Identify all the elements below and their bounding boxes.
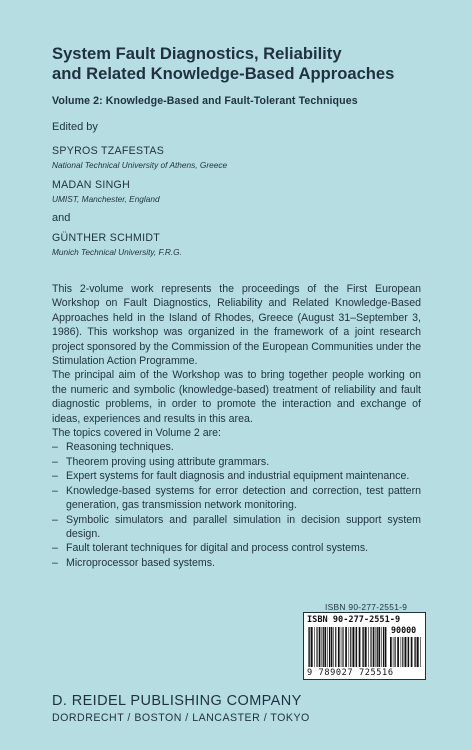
- list-item: – Knowledge-based systems for error detection and correction, test pattern generation, gas transmission network monitoring.: [52, 484, 421, 512]
- topics-list: [52, 440, 421, 570]
- topics-intro: The topics covered in Volume 2 are:: [52, 427, 222, 440]
- editor-affiliation-1: National Technical University of Athens, Greece: [52, 160, 228, 170]
- list-item: – Symbolic simulators and parallel simulation in decision support system design.: [52, 513, 421, 540]
- editor-name-3: GÜNTHER SCHMIDT: [52, 232, 161, 244]
- list-item: – Theorem proving using attribute grammars.: [52, 455, 270, 468]
- and-label: and: [52, 212, 71, 224]
- title-line-1: System Fault Diagnostics, Reliability: [52, 44, 342, 63]
- editor-name-1: SPYROS TZAFESTAS: [52, 145, 165, 157]
- description-paragraph-1: This 2-volume work represents the proceedings of the First European Workshop on Fault Diagnostics, Reliability and Related Knowledge-Based Approaches held in the Island of Rhodes, Greece (August 31–September 3, 1986). This workshop was organized in the framework of a joint research project sponsored by the Commission of the European Communities under the Stimulation Action Programme.: [52, 283, 421, 368]
- editor-name-2: MADAN SINGH: [52, 179, 131, 191]
- barcode-addon-bars-icon: [390, 637, 422, 667]
- barcode-isbn-text: ISBN 90-277-2551-9: [307, 615, 401, 625]
- description-paragraph-2: The principal aim of the Workshop was to bring together people working on the numeric and symbolic (knowledge-based) treatment of reliability and fault diagnostic problems, in order to promote the interaction and exchange of ideas, experiences and results in this area.: [52, 369, 421, 425]
- volume-subtitle: Volume 2: Knowledge-Based and Fault-Tolerant Techniques: [52, 95, 358, 107]
- isbn-label: ISBN 90-277-2551-9: [325, 602, 408, 612]
- edited-by-label: Edited by: [52, 121, 98, 133]
- editor-affiliation-2: UMIST, Manchester, England: [52, 194, 160, 204]
- list-item: – Fault tolerant techniques for digital and process control systems.: [52, 542, 369, 555]
- barcode-addon-number: 90000: [391, 625, 417, 635]
- book-title: [52, 44, 452, 84]
- editor-affiliation-3: Munich Technical University, F.R.G.: [52, 247, 182, 257]
- barcode: [303, 612, 426, 680]
- description: [52, 282, 421, 570]
- list-item: – Reasoning techniques.: [52, 441, 174, 454]
- barcode-bars-icon: [308, 627, 387, 667]
- list-item: – Expert systems for fault diagnosis and industrial equipment maintenance.: [52, 470, 410, 483]
- publisher-cities: DORDRECHT / BOSTON / LANCASTER / TOKYO: [52, 712, 310, 724]
- publisher-name: D. REIDEL PUBLISHING COMPANY: [52, 693, 302, 709]
- list-item: – Microprocessor based systems.: [52, 556, 215, 569]
- barcode-digits: 9 789027 725516: [307, 668, 394, 678]
- title-line-2: and Related Knowledge-Based Approaches: [52, 64, 395, 83]
